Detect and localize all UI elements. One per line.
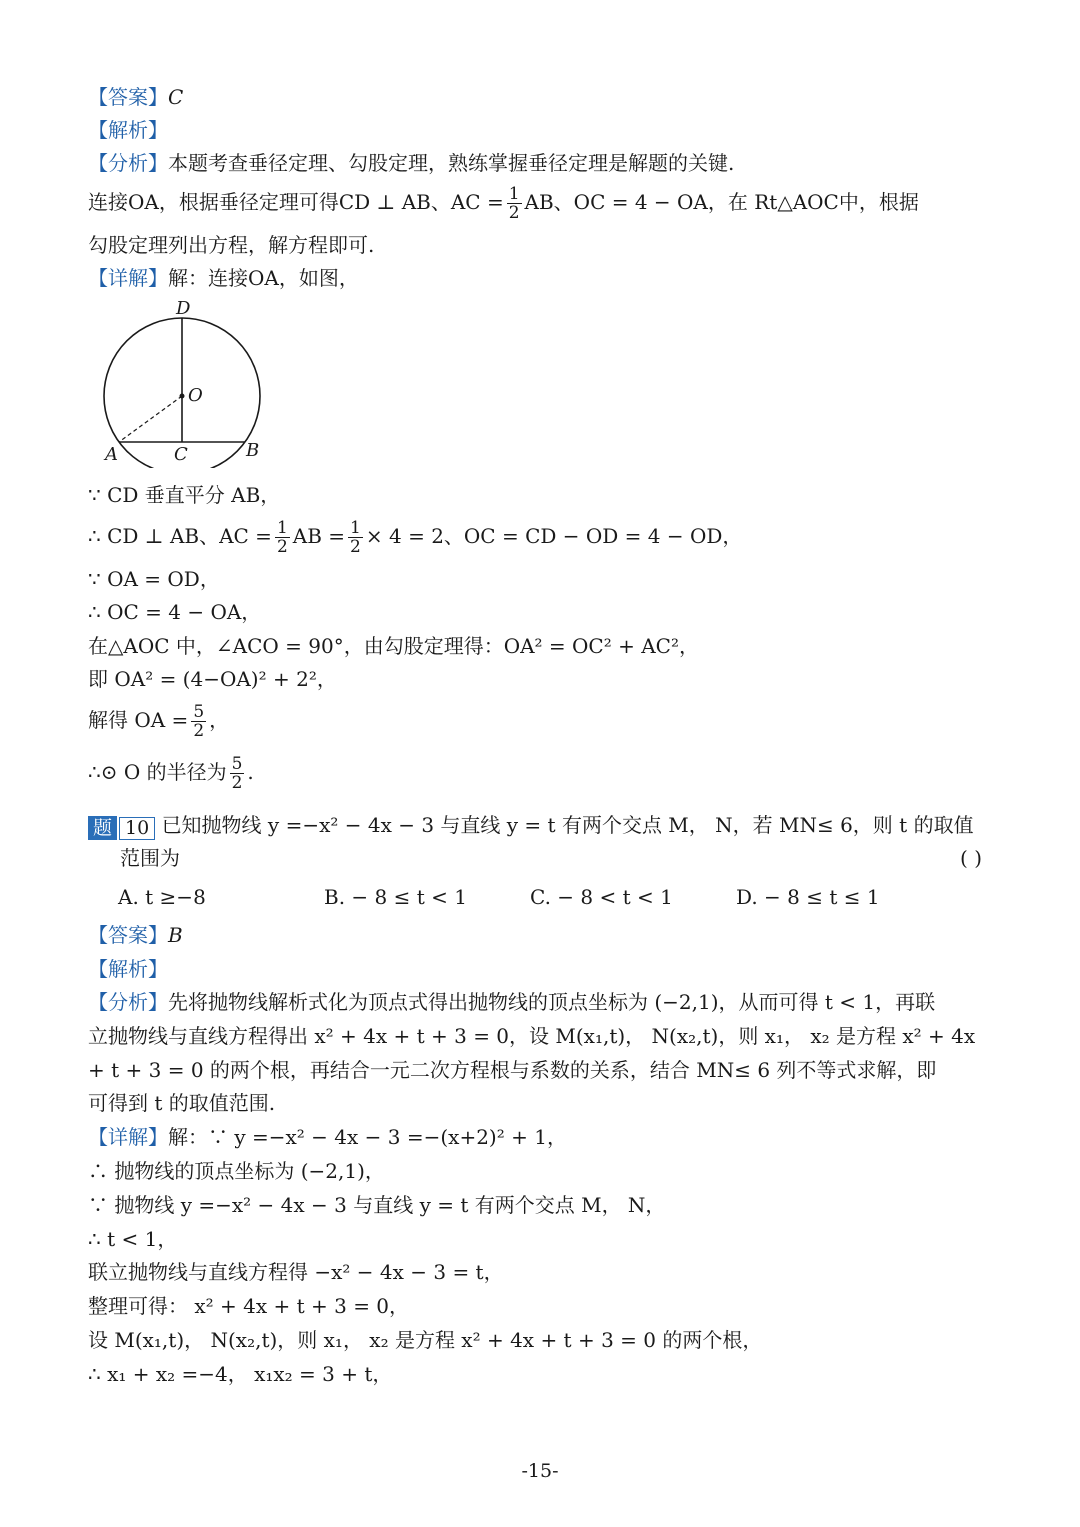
q9-step-7 [88, 701, 229, 740]
q10-fenxi-line3: + t + 3 = 0 的两个根，再结合一元二次方程根与系数的关系，结合 MN≤ 6 列不等式求解，即 [88, 1058, 937, 1082]
segment-oa-dashed [119, 396, 182, 442]
label-b: B [246, 440, 260, 461]
answer-tag: 【答案】 [88, 85, 168, 109]
q10-stem-line1 [88, 810, 974, 842]
q10-step-8: ∴ x₁ + x₂ =−4， x₁x₂ = 3 + t， [88, 1362, 393, 1386]
fenxi-line2-part-a: 连接OA，根据垂径定理可得CD ⊥ AB、AC = [88, 190, 504, 214]
q9-step-5: 在△AOC 中，∠ACO = 90°，由勾股定理得：OA² = OC² + AC²， [88, 634, 699, 658]
q9-step-3: ∵ OA = OD， [88, 567, 220, 591]
q10-step-6: 整理可得： x² + 4x + t + 3 = 0， [88, 1294, 410, 1318]
q9-fenxi-line1 [88, 148, 734, 178]
label-o: O [188, 385, 203, 406]
page-number: -15- [521, 1460, 559, 1482]
q10-analysis-tag: 【解析】 [88, 957, 168, 981]
s7-part-b: ， [209, 708, 230, 732]
q9-fenxi-line2 [88, 184, 919, 222]
q9-step-8 [88, 753, 254, 792]
fraction-five-halves [230, 755, 245, 792]
q10-detail-line [88, 1122, 567, 1152]
frac-num: 5 [231, 754, 243, 774]
frac-den: 2 [231, 773, 243, 793]
frac-num: 1 [350, 518, 361, 538]
fraction-half [348, 519, 363, 556]
detail-text: 解：连接OA，如图， [168, 266, 359, 290]
circle-figure [88, 298, 288, 468]
fenxi-text: 本题考查垂径定理、勾股定理，熟练掌握垂径定理是解题的关键. [168, 151, 735, 175]
answer-tag: 【答案】 [88, 923, 168, 947]
s2-part-c: × 4 = 2、OC = CD − OD = 4 − OD， [365, 524, 743, 548]
q10-stem-line2 [120, 843, 982, 873]
center-point [180, 394, 185, 399]
q10-step-4: ∴ t < 1， [88, 1227, 178, 1251]
badge-label: 题 [88, 816, 117, 840]
q9-step-6: 即 OA² = (4−OA)² + 2²， [88, 667, 337, 691]
fenxi-text: 先将抛物线解析式化为顶点式得出抛物线的顶点坐标为 (−2,1)，从而可得 t < 1，再联 [168, 990, 936, 1014]
s8-part-b: . [247, 760, 254, 784]
s2-part-a: ∴ CD ⊥ AB、AC = [88, 524, 272, 548]
stem-text: 已知抛物线 y =−x² − 4x − 3 与直线 y = t 有两个交点 M， N，若 MN≤ 6，则 t 的取值 [161, 813, 974, 837]
q9-analysis-tag: 【解析】 [88, 118, 168, 142]
fraction-half [507, 185, 522, 222]
answer-value: B [168, 923, 183, 947]
q9-step-2 [88, 517, 742, 556]
option-c: C. − 8 < t < 1 [530, 885, 673, 909]
q10-step-5: 联立抛物线与直线方程得 −x² − 4x − 3 = t， [88, 1260, 504, 1284]
fraction-half [275, 519, 290, 556]
fraction-five-halves [191, 703, 206, 740]
q9-fenxi-line3: 勾股定理列出方程，解方程即可. [88, 233, 375, 257]
frac-den: 2 [276, 537, 288, 557]
frac-num: 1 [508, 184, 520, 204]
s2-part-b: AB = [292, 524, 346, 548]
q9-step-1: ∵ CD 垂直平分 AB， [88, 483, 281, 507]
label-a: A [105, 444, 118, 465]
frac-num: 5 [193, 702, 205, 722]
detail-text: 解：∵ y =−x² − 4x − 3 =−(x+2)² + 1， [168, 1125, 567, 1149]
s7-part-a: 解得 OA = [88, 708, 189, 732]
answer-value: C [168, 85, 184, 109]
frac-den: 2 [193, 721, 205, 741]
option-d: D. − 8 ≤ t ≤ 1 [736, 885, 880, 909]
badge-number: 10 [119, 817, 155, 840]
s8-part-a: ∴⊙ O 的半径为 [88, 760, 227, 784]
q9-answer-line [88, 82, 183, 112]
q10-answer-line [88, 920, 183, 950]
label-d: D [176, 298, 191, 319]
q9-detail-line [88, 263, 359, 293]
label-c: C [174, 444, 188, 465]
fenxi-tag: 【分析】 [88, 151, 168, 175]
fenxi-tag: 【分析】 [88, 990, 168, 1014]
stem-text-2: 范围为 [120, 846, 180, 870]
fenxi-line2-part-b: AB、OC = 4 − OA，在 Rt△AOC中，根据 [524, 190, 919, 214]
frac-den: 2 [350, 537, 361, 557]
q10-options [118, 882, 942, 912]
frac-den: 2 [508, 203, 520, 223]
detail-tag: 【详解】 [88, 266, 168, 290]
detail-tag: 【详解】 [88, 1125, 168, 1149]
q10-step-2: ∴ 抛物线的顶点坐标为 (−2,1)， [88, 1159, 385, 1183]
q10-fenxi-line4: 可得到 t 的取值范围. [88, 1091, 276, 1115]
answer-blank: ( ) [960, 846, 982, 870]
option-a: A. t ≥−8 [118, 885, 206, 909]
question-badge [88, 812, 155, 842]
q10-step-7: 设 M(x₁,t)， N(x₂,t)，则 x₁， x₂ 是方程 x² + 4x + t + 3 = 0 的两个根， [88, 1328, 763, 1352]
frac-num: 1 [276, 518, 288, 538]
q9-step-4: ∴ OC = 4 − OA， [88, 600, 262, 624]
option-b: B. − 8 ≤ t < 1 [324, 885, 467, 909]
q10-fenxi-line2: 立抛物线与直线方程得出 x² + 4x + t + 3 = 0，设 M(x₁,t)， N(x₂,t)，则 x₁， x₂ 是方程 x² + 4x [88, 1024, 976, 1048]
q10-fenxi-line1 [88, 987, 935, 1017]
q10-step-3: ∵ 抛物线 y =−x² − 4x − 3 与直线 y = t 有两个交点 M， N， [88, 1193, 666, 1217]
